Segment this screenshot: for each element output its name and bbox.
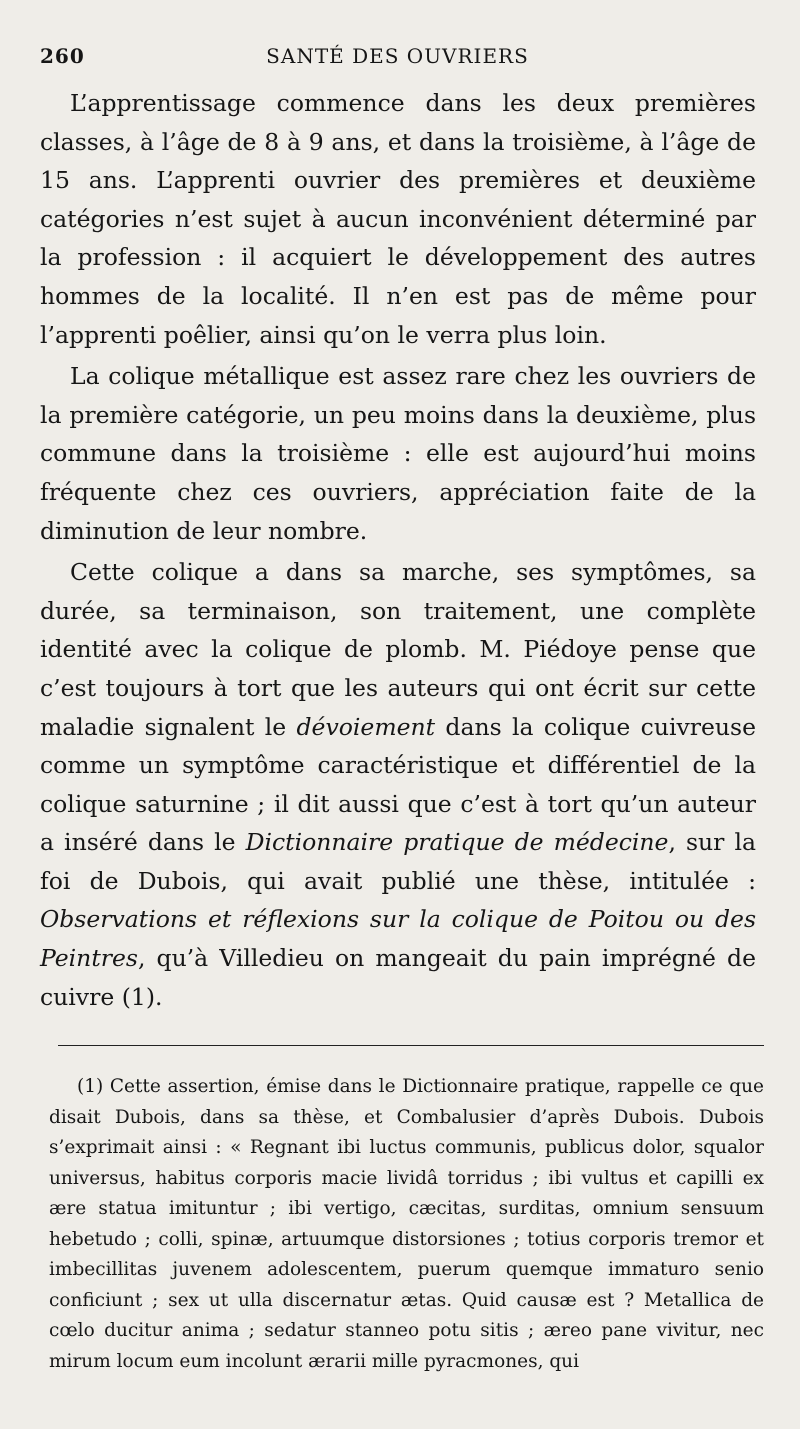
footnote [49,1072,764,1377]
running-header [40,40,755,74]
text-segment: , sur la foi de Dubois, qui avait publié une thèse, intitulée : [40,828,756,895]
italic-term-devoiement: dévoiement [296,712,436,741]
footnote-separator-rule [58,1045,764,1046]
paragraph-colic-identity [40,553,756,1016]
text-segment: Cette colique a dans sa marche, ses symptômes, sa durée, sa terminaison, son traitement, une complète identité avec la colique de plomb. M. Piédoye pense que c’est toujours à tort que les auteurs qui ont écrit sur cette maladie signalent le [40,558,756,741]
paragraph-apprenticeship: L’apprentissage commence dans les deux premières classes, à l’âge de 8 à 9 ans, et dans la troisième, à l’âge de 15 ans. L’apprenti ouvrier des premières et deuxième catégories n’est sujet à aucun inconvénient déterminé par la profession : il acquiert le développement des autres hommes de la localité. Il n’en est pas de même pour l’apprenti poêlier, ainsi qu’on le verra plus loin. [40,89,756,349]
footnote-text: (1) Cette assertion, émise dans le Dictionnaire pratique, rappelle ce que disait Dubois, dans sa thèse, et Combalusier d’après Dubois. Dubois s’exprimait ainsi : « Regnant ibi luctus communis, publicus dolor, squalor universus, habitus corporis macie lividâ torridus ; ibi vultus et capilli ex ære statua imituntur ; ibi vertigo, cæcitas, surditas, omnium sensuum hebetudo ; colli, spinæ, artuumque distorsiones ; totius corporis tremor et imbecillitas juvenem adolescentem, puerum quemque immaturo senio conficiunt ; sex ut ulla discernatur ætas. Quid causæ est ? Metallica de cœlo ducitur anima ; sedatur stanneo potu sitis ; æreo pane vivitur, nec mirum locum eum incolunt ærarii mille pyracmones, qui [49,1076,764,1372]
main-text [40,84,756,1016]
italic-title-dictionnaire: Dictionnaire pratique de médecine [245,828,669,857]
paragraph-metallic-colic: La colique métallique est assez rare chez les ouvriers de la première catégorie, un peu moins dans la deuxième, plus commune dans la troisième : elle est aujourd’hui moins fréquente chez ces ouvriers, appréciation faite de la diminution de leur nombre. [40,362,756,545]
text-segment: , qu’à Villedieu on mangeait du pain imprégné de cuivre (1). [40,944,756,1011]
page-number: 260 [40,44,85,68]
running-title: SANTÉ DES OUVRIERS [266,44,529,68]
text-segment: dans la colique cuivreuse comme un symptôme caractéristique et différentiel de la colique saturnine ; il dit aussi que c’est à tort qu’un auteur a inséré dans le [40,712,756,857]
italic-title-observations: Observations et réflexions sur la colique de Poitou ou des Peintres [40,905,756,973]
